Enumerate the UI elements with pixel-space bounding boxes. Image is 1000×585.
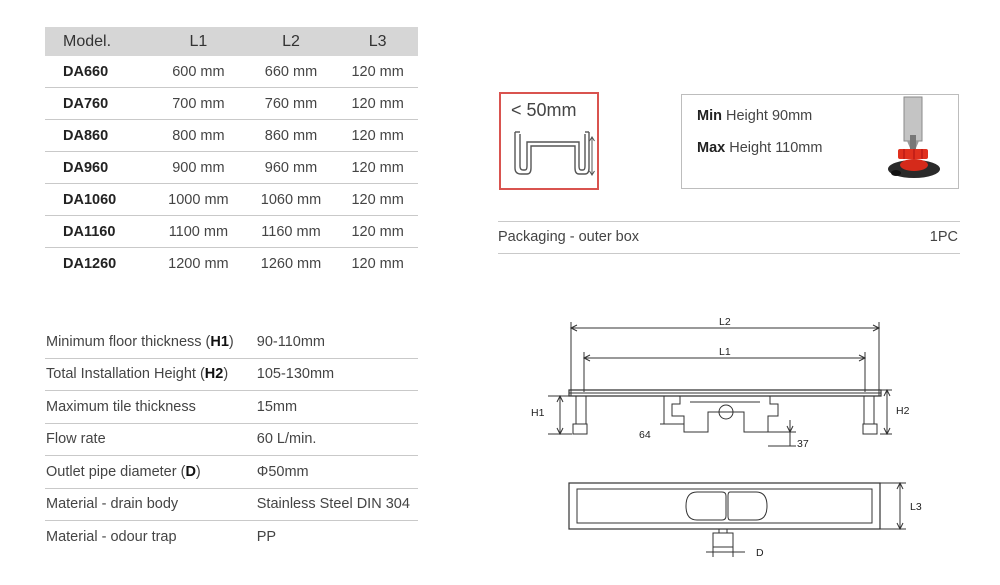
min-label: Min [697,108,722,124]
l3-cell: 120 mm [337,216,418,248]
spec-label-text: Material - drain body [46,496,179,513]
spec-label-text: Total Installation Height ( [46,366,205,383]
spec-label-text: Maximum tile thickness [46,398,196,415]
table-row [45,391,418,424]
dim-h1: H1 [531,407,545,419]
spec-value: 105-130mm [243,358,418,391]
table-row [45,326,418,358]
packaging-value: 1PC [929,229,958,245]
spec-label [45,326,243,358]
model-cell: DA660 [45,56,152,88]
table-row [45,521,418,553]
table-row [45,358,418,391]
l1-cell: 1200 mm [168,255,229,272]
table-row [45,248,418,280]
l3-cell: 120 mm [337,56,418,88]
table-row [45,488,418,521]
model-table [45,27,418,279]
header-l3: L3 [337,27,418,56]
packaging-row [498,221,960,254]
model-cell: DA960 [45,152,152,184]
spec-suffix: ) [228,333,234,350]
dim-d: D [756,547,764,559]
spec-label [45,358,243,391]
table-row [45,184,418,216]
max-label: Max [697,140,726,156]
l3-cell: 120 mm [337,88,418,120]
header-model: Model. [45,27,152,56]
floor-thickness-box [499,92,599,190]
l1-cell: 1000 mm [152,184,245,216]
drain-profile-icon [501,94,597,188]
spec-label [45,423,243,456]
table-row [45,216,418,248]
table-row [45,423,418,456]
model-cell: DA1060 [45,184,152,216]
l1-cell: 1100 mm [152,216,245,248]
spec-value: 90-110mm [243,326,418,358]
thickness-label: < 50mm [511,100,577,120]
l1-cell: 700 mm [152,88,245,120]
spec-key: H2 [204,366,224,383]
model-cell: DA760 [45,88,152,120]
spec-suffix: ) [195,463,201,480]
spec-label-text: Flow rate [46,431,106,448]
l1-cell: 900 mm [152,152,245,184]
l2-cell: 860 mm [245,120,338,152]
min-height-line [697,108,812,124]
table-row [45,56,418,88]
l2-cell: 1160 mm [245,216,338,248]
l2-cell: 760 mm [245,88,338,120]
spec-label-text: Outlet pipe diameter ( [46,463,186,480]
spec-suffix: ) [223,366,229,383]
l3-cell: 120 mm [337,120,418,152]
height-range-box [681,94,959,189]
l3-cell: 120 mm [337,184,418,216]
spec-label [45,488,243,521]
spec-value: Φ50mm [243,456,418,489]
model-cell: DA860 [45,120,152,152]
table-row [45,152,418,184]
spec-value: Stainless Steel DIN 304 [243,488,418,521]
max-height-line [697,140,822,156]
l2-cell: 1060 mm [245,184,338,216]
l2-cell: 960 mm [245,152,338,184]
packaging-label: Packaging - outer box [498,229,640,245]
table-row [45,88,418,120]
spec-label [45,391,243,424]
dim-64: 64 [639,429,651,441]
spec-key: H1 [210,333,229,350]
adjustable-foot-icon [874,95,954,188]
l3-cell: 120 mm [337,152,418,184]
max-height-value: Height 110mm [729,140,823,156]
spec-table [45,326,418,553]
table-row [45,456,418,489]
model-cell: DA1260 [63,255,117,272]
l1-cell: 800 mm [152,120,245,152]
l1-cell: 600 mm [152,56,245,88]
dim-l1: L1 [719,346,731,358]
model-table-header [45,27,418,56]
dim-h2: H2 [896,405,910,417]
spec-value: PP [256,528,277,545]
dim-37: 37 [797,438,809,450]
l2-cell: 660 mm [245,56,338,88]
header-l2: L2 [245,27,338,56]
spec-value: 15mm [243,391,418,424]
table-row [45,120,418,152]
header-l1: L1 [152,27,245,56]
spec-label-text: Minimum floor thickness ( [46,333,211,350]
spec-label [45,521,243,553]
spec-key: D [185,463,196,480]
dim-l3: L3 [910,501,922,513]
min-height-value: Height 90mm [726,108,813,124]
dim-l2: L2 [719,316,731,328]
model-cell: DA1160 [45,216,152,248]
l2-cell: 1260 mm [260,255,322,272]
spec-value: 60 L/min. [243,423,418,456]
l3-cell: 120 mm [351,255,404,272]
spec-label [45,456,243,489]
spec-label-text: Material - odour trap [46,528,177,545]
